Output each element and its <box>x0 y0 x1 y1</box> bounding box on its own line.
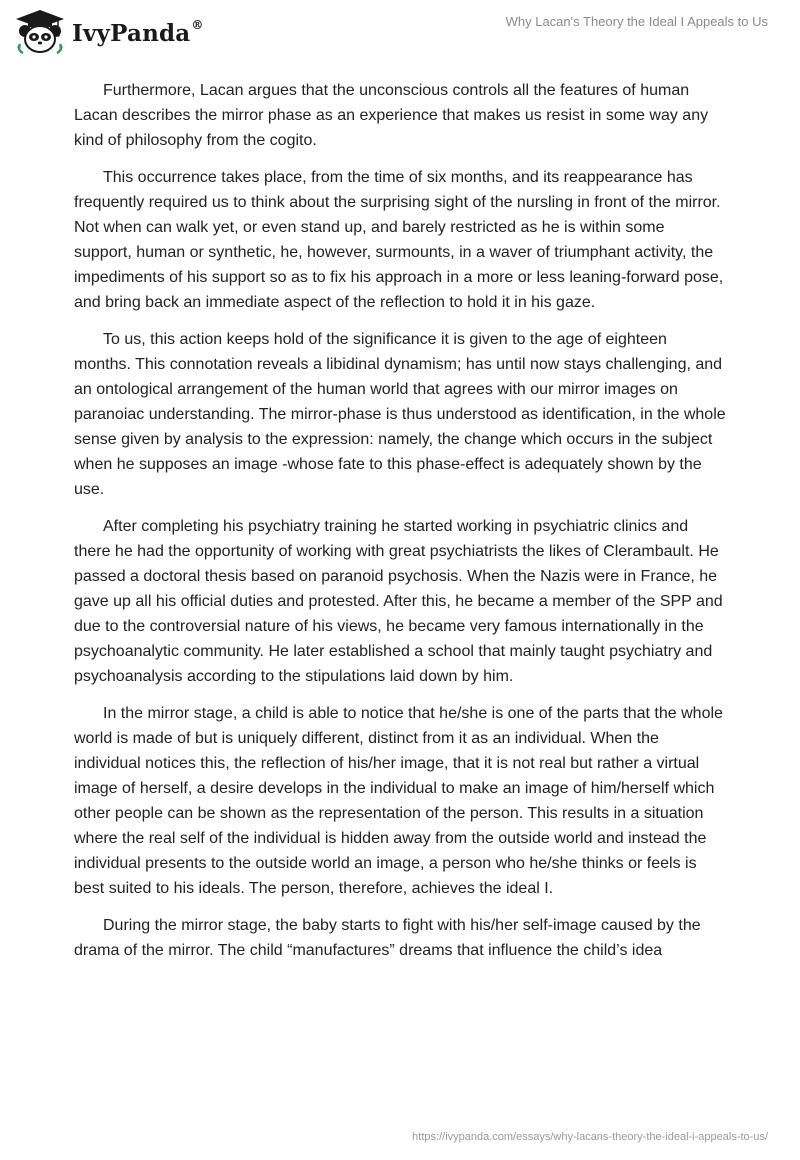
essay-body <box>74 78 726 975</box>
panda-graduate-logo-icon <box>14 8 66 54</box>
paragraph-6: During the mirror stage, the baby starts to fight with his/her self-image caused by the drama of the mirror. The child “manufactures” dreams that influence the child’s idea <box>74 917 701 959</box>
paragraph-5: In the mirror stage, a child is able to notice that he/she is one of the parts that the whole world is made of but is uniquely different, distinct from it as an individual. When the individual notices this, the reflection of his/her image, that it is not real but rather a virtual image of herself, a desire develops in the individual to make an image of him/herself which other people can be shown as the representation of the person. This results in a situation where the real self of the individual is hidden away from the outside world and instead the individual presents to the outside world an image, a person who he/she thinks or feels is best suited to his ideals. The person, therefore, achieves the ideal I. <box>74 705 723 897</box>
brand-logo[interactable] <box>14 8 204 54</box>
document-title: Why Lacan's Theory the Ideal I Appeals to Us <box>505 14 768 29</box>
brand-name: IvyPanda® <box>72 17 204 47</box>
paragraph-4: After completing his psychiatry training he started working in psychiatric clinics and there he had the opportunity of working with great psychiatrists the likes of Clerambault. He passed a doctoral thesis based on paranoid psychosis. When the Nazis were in France, he gave up all his official duties and protested. After this, he became a member of the SPP and due to the controversial nature of his views, he became very famous internationally in the psychoanalytic community. He later established a school that mainly taught psychiatry and psychoanalysis according to the stipulations laid down by him. <box>74 518 723 685</box>
source-url[interactable]: https://ivypanda.com/essays/why-lacans-theory-the-ideal-i-appeals-to-us/ <box>412 1131 768 1143</box>
paragraph-2: This occurrence takes place, from the time of six months, and its reappearance has frequently required us to think about the surprising sight of the nursling in front of the mirror. Not when can walk yet, or even stand up, and barely restricted as he is within some support, human or synthetic, he, however, surmounts, in a waver of triumphant activity, the impediments of his support so as to fix his approach in a more or less leaning-forward pose, and bring back an immediate aspect of the reflection to hold it in his gaze. <box>74 169 724 311</box>
paragraph-3: To us, this action keeps hold of the significance it is given to the age of eighteen months. This connotation reveals a libidinal dynamism; has until now stays challenging, and an ontological arrangement of the human world that agrees with our mirror images on paranoiac understanding. The mirror-phase is thus understood as identification, in the whole sense given by analysis to the expression: namely, the change which occurs in the subject when he supposes an image -whose fate to this phase-effect is adequately shown by the use. <box>74 331 726 498</box>
registered-mark: ® <box>191 17 204 32</box>
page-header <box>0 0 800 64</box>
paragraph-1: Furthermore, Lacan argues that the unconscious controls all the features of human Lacan describes the mirror phase as an experience that makes us resist in some way any kind of philosophy from the cogito. <box>74 82 709 149</box>
